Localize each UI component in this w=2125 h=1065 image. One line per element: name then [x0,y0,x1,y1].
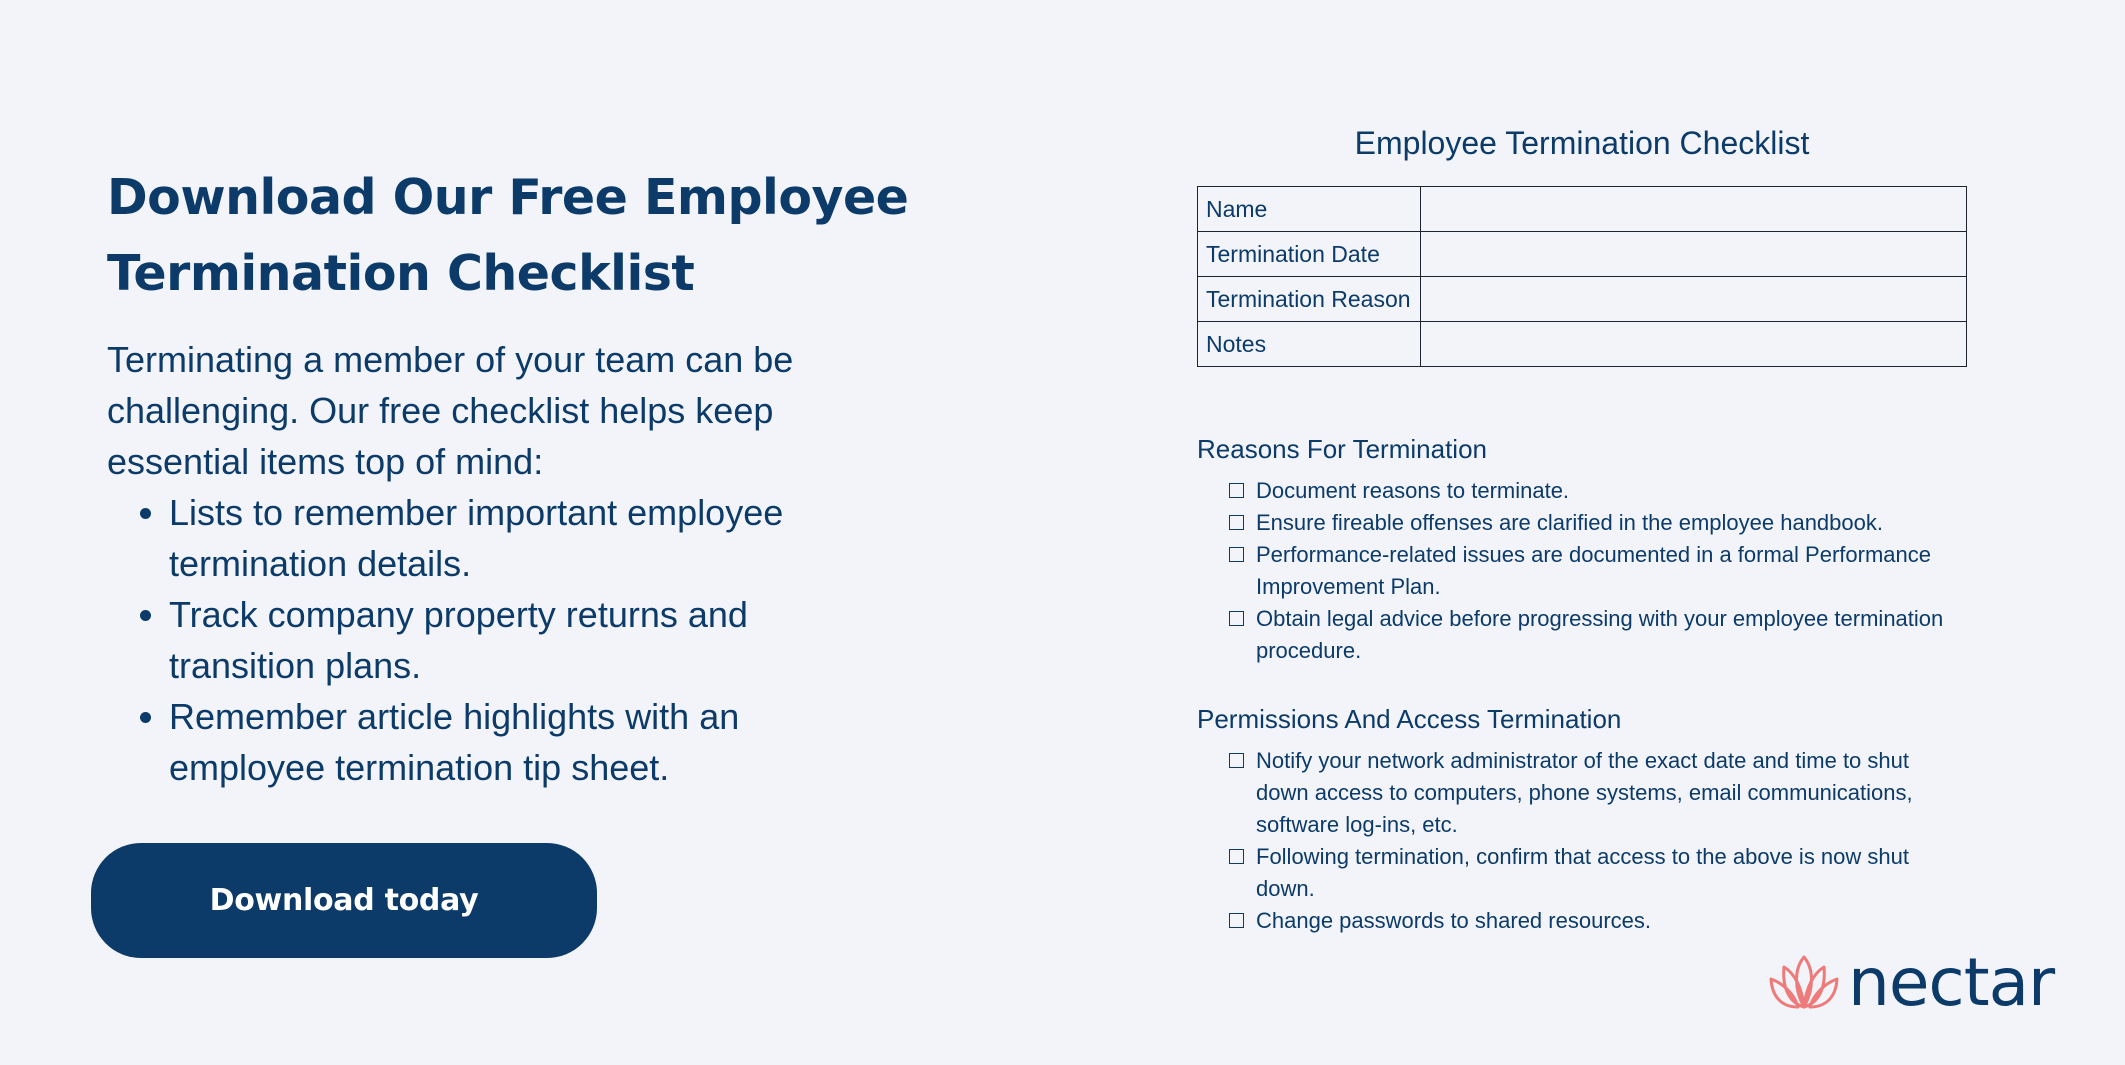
table-row [1198,232,1967,277]
checklist-item [1229,905,1967,937]
checkbox-icon [1229,483,1244,498]
checklist-item-text: Change passwords to shared resources. [1256,908,1651,933]
table-row [1198,322,1967,367]
checkbox-icon [1229,849,1244,864]
field-value-notes [1421,322,1967,367]
checkbox-icon [1229,753,1244,768]
checklist-preview [1197,118,1967,937]
logo-wordmark: nectar [1848,944,2055,1021]
promo-headline [107,160,937,312]
promo-intro: Terminating a member of your team can be challenging. Our free checklist helps keep essential items top of mind: [107,339,794,482]
checklist-item-text: Document reasons to terminate. [1256,478,1570,503]
field-value-termination-reason [1421,277,1967,322]
table-row [1198,187,1967,232]
headline-line-1: Download Our Free Employee [107,169,909,226]
checkbox-icon [1229,547,1244,562]
field-label-notes: Notes [1198,322,1421,367]
section-title-reasons: Reasons For Termination [1197,434,1487,464]
checklist-item-text: Performance-related issues are documented in a formal Performance Improvement Plan. [1256,542,1931,599]
promo-section [107,160,937,793]
benefits-list [107,487,849,793]
checklist-item-text: Ensure fireable offenses are clarified in the employee handbook. [1256,510,1883,535]
checklist-item [1229,475,1967,507]
nectar-logo [1768,944,2055,1021]
lotus-icon [1768,953,1840,1013]
checkbox-icon [1229,913,1244,928]
benefit-item: • Track company property returns and transition plans. [169,589,849,691]
benefit-item: • Remember article highlights with an employee termination tip sheet. [169,691,849,793]
field-value-name [1421,187,1967,232]
field-value-termination-date [1421,232,1967,277]
checklist-item [1229,603,1967,667]
benefit-item: • Lists to remember important employee termination details. [169,487,849,589]
checkbox-icon [1229,611,1244,626]
field-label-name: Name [1198,187,1421,232]
table-row [1198,277,1967,322]
field-label-termination-reason: Termination Reason [1198,277,1421,322]
field-label-termination-date: Termination Date [1198,232,1421,277]
checkbox-icon [1229,515,1244,530]
checklist-item [1229,539,1967,603]
checklist-item [1229,745,1967,841]
headline-line-2: Termination Checklist [107,245,695,302]
reasons-checklist [1197,475,1967,667]
permissions-checklist [1197,745,1967,937]
checklist-item [1229,841,1967,905]
checklist-item-text: Following termination, confirm that access to the above is now shut down. [1256,844,1909,901]
employee-details-table [1197,186,1967,367]
checklist-item [1229,507,1967,539]
checklist-item-text: Obtain legal advice before progressing with your employee termination procedure. [1256,606,1944,663]
section-title-permissions: Permissions And Access Termination [1197,704,1622,734]
checklist-title: Employee Termination Checklist [1354,125,1810,161]
download-today-button[interactable]: Download today [91,843,597,958]
checklist-item-text: Notify your network administrator of the exact date and time to shut down access to computers, phone systems, email communications, software log-ins, etc. [1256,748,1913,837]
